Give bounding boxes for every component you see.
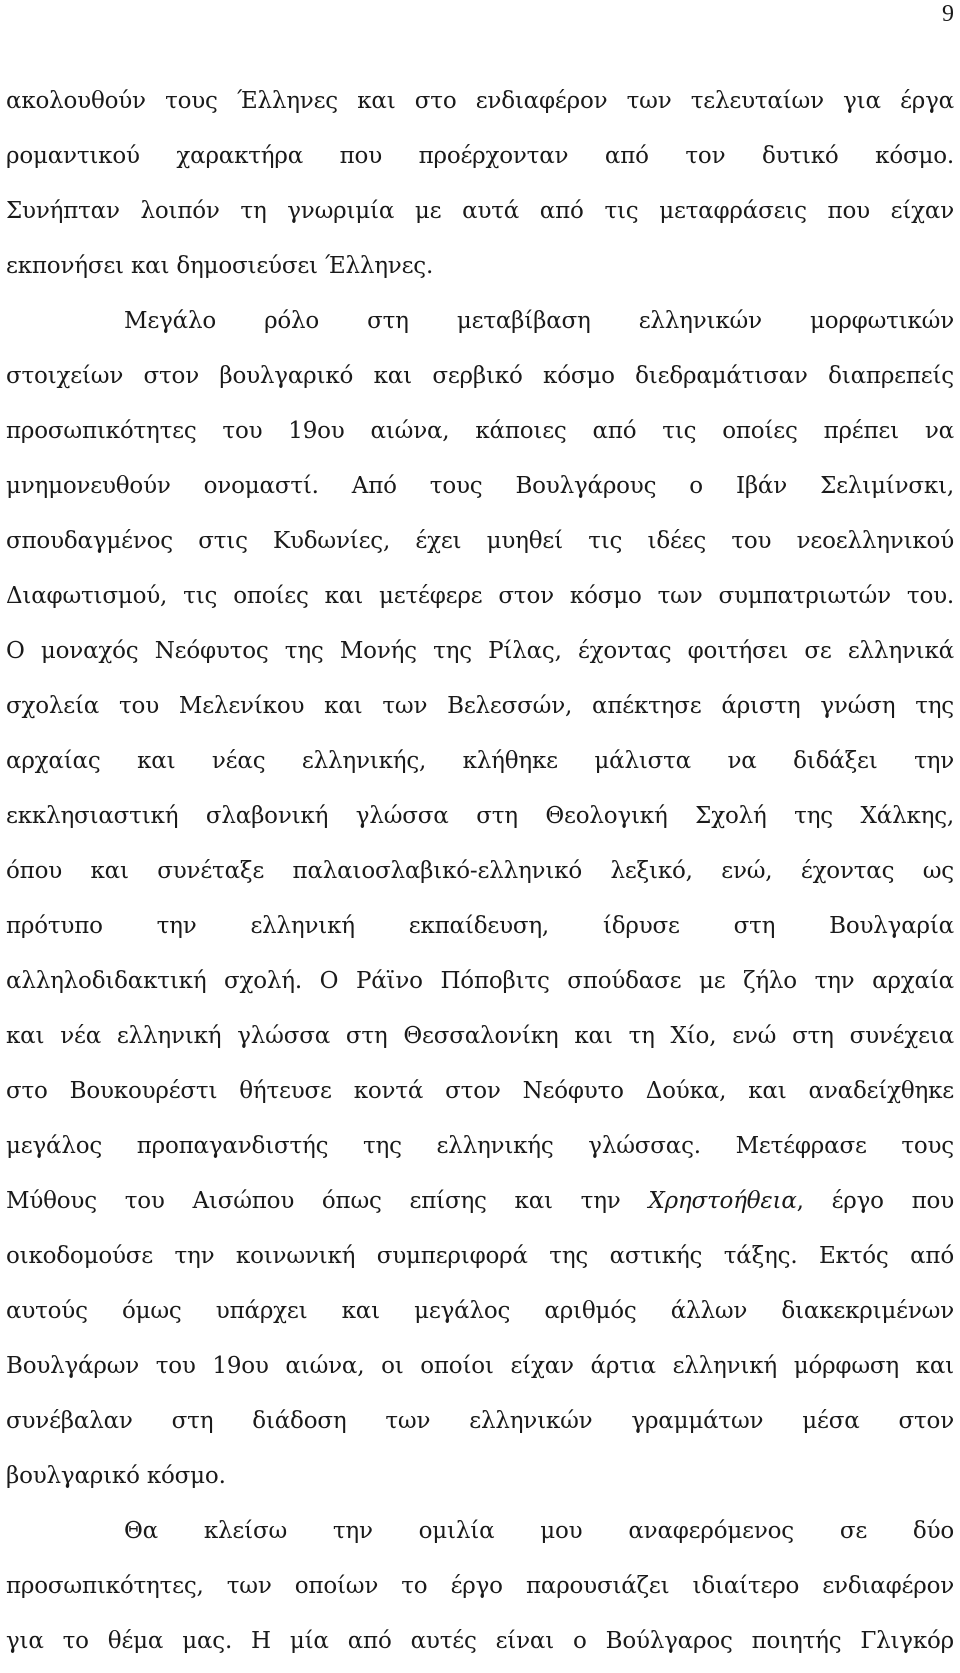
text-line: βουλγαρικό κόσμο. (6, 1463, 226, 1489)
paragraph-2 (6, 294, 954, 1504)
text-segment: Μύθους του Αισώπου όπως επίσης και την (6, 1188, 649, 1214)
text-line: όπου και συνέταξε παλαιοσλαβικό-ελληνικό λεξικό, ενώ, έχοντας ως (6, 858, 954, 884)
text-line: Ο μοναχός Νεόφυτος της Μονής της Ρίλας, έχοντας φοιτήσει σε ελληνικά (6, 638, 954, 664)
paragraph-3 (6, 1504, 954, 1669)
text-line: Μεγάλο ρόλο στη μεταβίβαση ελληνικών μορφωτικών (124, 308, 954, 334)
text-line: και νέα ελληνική γλώσσα στη Θεσσαλονίκη και τη Χίο, ενώ στη συνέχεια (6, 1023, 954, 1049)
paragraph-1 (6, 74, 954, 294)
document-body (6, 74, 954, 1669)
text-segment: , έργο που (796, 1188, 954, 1214)
text-line (6, 1174, 954, 1229)
text-line: αυτούς όμως υπάρχει και μεγάλος αριθμός άλλων διακεκριμένων (6, 1298, 954, 1324)
text-line: σχολεία του Μελενίκου και των Βελεσσών, απέκτησε άριστη γνώση της (6, 693, 954, 719)
text-line: προσωπικότητες, των οποίων το έργο παρουσιάζει ιδιαίτερο ενδιαφέρον (6, 1573, 954, 1599)
text-line: ρομαντικού χαρακτήρα που προέρχονταν από τον δυτικό κόσμο. (6, 143, 954, 169)
text-line: για το θέμα μας. Η μία από αυτές είναι ο Βούλγαρος ποιητής Γλιγκόρ (6, 1628, 954, 1654)
text-line: μεγάλος προπαγανδιστής της ελληνικής γλώσσας. Μετέφρασε τους (6, 1133, 954, 1159)
text-line: μνημονευθούν ονομαστί. Από τους Βουλγάρους ο Ιβάν Σελιμίνσκι, (6, 473, 954, 499)
text-line: σπουδαγμένος στις Κυδωνίες, έχει μυηθεί τις ιδέες του νεοελληνικού (6, 528, 954, 554)
text-line: συνέβαλαν στη διάδοση των ελληνικών γραμμάτων μέσα στον (6, 1408, 954, 1434)
text-line: αλληλοδιδακτική σχολή. Ο Ράϊνο Πόποβιτς σπούδασε με ζήλο την αρχαία (6, 968, 954, 994)
text-line: Βουλγάρων του 19ου αιώνα, οι οποίοι είχαν άρτια ελληνική μόρφωση και (6, 1353, 954, 1379)
text-line: προσωπικότητες του 19ου αιώνα, κάποιες από τις οποίες πρέπει να (6, 418, 954, 444)
text-line: πρότυπο την ελληνική εκπαίδευση, ίδρυσε στη Βουλγαρία (6, 913, 954, 939)
text-line: Συνήπταν λοιπόν τη γνωριμία με αυτά από τις μεταφράσεις που είχαν (6, 198, 954, 224)
text-line: εκπονήσει και δημοσιεύσει Έλληνες. (6, 253, 434, 279)
page-number: 9 (942, 1, 954, 27)
book-title-italic: Χρηστοήθεια (648, 1188, 797, 1214)
text-line: στοιχείων στον βουλγαρικό και σερβικό κόσμο διεδραμάτισαν διαπρεπείς (6, 363, 954, 389)
text-line: Θα κλείσω την ομιλία μου αναφερόμενος σε δύο (124, 1518, 954, 1544)
text-line: αρχαίας και νέας ελληνικής, κλήθηκε μάλιστα να διδάξει την (6, 748, 954, 774)
text-line: στο Βουκουρέστι θήτευσε κοντά στον Νεόφυτο Δούκα, και αναδείχθηκε (6, 1078, 954, 1104)
text-line: Διαφωτισμού, τις οποίες και μετέφερε στον κόσμο των συμπατριωτών του. (6, 583, 954, 609)
text-line: ακολουθούν τους Έλληνες και στο ενδιαφέρον των τελευταίων για έργα (6, 88, 954, 114)
text-line: εκκλησιαστική σλαβονική γλώσσα στη Θεολογική Σχολή της Χάλκης, (6, 803, 954, 829)
text-line: οικοδομούσε την κοινωνική συμπεριφορά της αστικής τάξης. Εκτός από (6, 1243, 954, 1269)
